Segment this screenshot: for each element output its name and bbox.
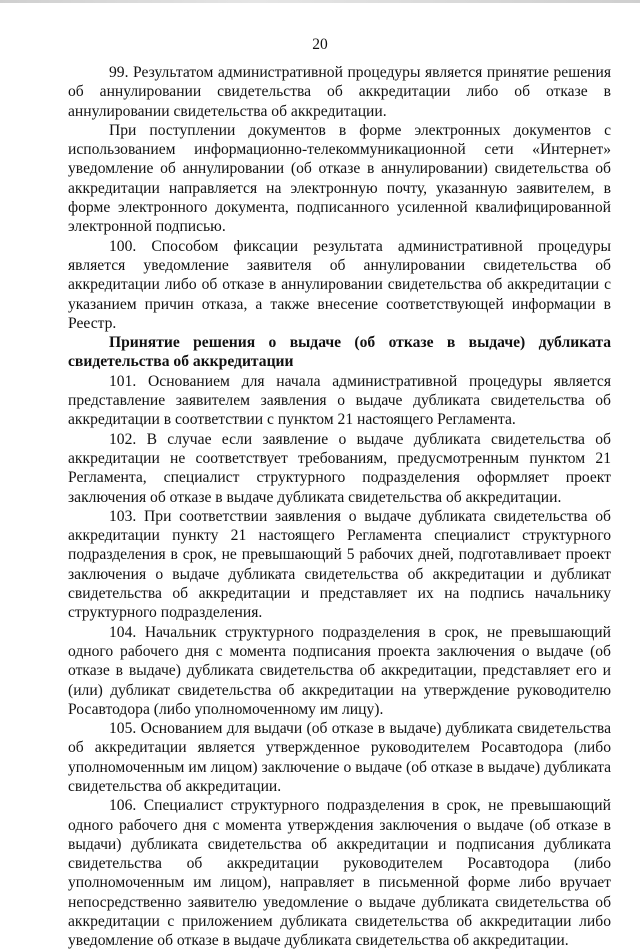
paragraph-105: 105. Основанием для выдачи (об отказе в выдаче) дубликата свидетельства об аккредитации является утвержденное руководителем Росавтодора (либо уполномоченным им лицом) заключение о выдаче (об отказе в выдаче) дубликата свидетельства об аккредитации. — [68, 720, 611, 795]
document-body — [68, 63, 611, 951]
paragraph-106: 106. Специалист структурного подразделения в срок, не превышающий одного рабочего дня с момента утверждения заключения о выдаче (об отказе в выдачи) дубликата свидетельства об аккредитации и подписания дубликата свидетельства об аккредитации руководителем Росавтодора (либо уполномоченным им лицом), направляет в письменной форме либо вручает непосредственно заявителю уведомление о выдаче дубликата свидетельства об аккредитации с приложением дубликата свидетельства об аккредитации либо уведомление об отказе в выдаче дубликата свидетельства об аккредитации. — [68, 797, 611, 950]
paragraph-103: 103. При соответствии заявления о выдаче дубликата свидетельства об аккредитации пункту 21 настоящего Регламента специалист структурного подразделения в срок, не превышающий 5 рабочих дней, подготавливает проект заключения о выдаче дубликата свидетельства об аккредитации и дубликат свидетельства об аккредитации и представляет их на подпись начальнику структурного подразделения. — [68, 507, 611, 622]
section-heading-duplicate: Принятие решения о выдаче (об отказе в выдаче) дубликата свидетельства об аккредитации — [68, 334, 611, 371]
paragraph-101: 101. Основанием для начала административной процедуры является представление заявителем заявления о выдаче дубликата свидетельства об аккредитации в соответствии с пунктом 21 настоящего Регламента. — [68, 372, 611, 429]
paragraph-104: 104. Начальник структурного подразделения в срок, не превышающий одного рабочего дня с момента подписания проекта заключения о выдаче (об отказе в выдаче) дубликата свидетельства об аккредитации, представляет его и (или) дубликат свидетельства об аккредитации на утверждение руководителю Росавтодора (либо уполномоченному им лицу). — [68, 623, 611, 718]
paragraph-100: 100. Способом фиксации результата административной процедуры является уведомление заявителя об аннулировании свидетельства об аккредитации либо об отказе в аннулировании свидетельства об аккредитации с указанием причин отказа, а также внесение соответствующей информации в Реестр. — [68, 237, 611, 332]
paragraph-99: 99. Результатом административной процедуры является принятие решения об аннулировании свидетельства об аккредитации либо об отказе в аннулировании свидетельства об аккредитации. — [68, 64, 611, 120]
paragraph-102: 102. В случае если заявление о выдаче дубликата свидетельства об аккредитации не соответствует требованиям, предусмотренным пунктом 21 Регламента, специалист структурного подразделения оформляет проект заключения об отказе в выдаче дубликата свидетельства об аккредитации. — [68, 430, 611, 506]
paragraph-electronic-submission: При поступлении документов в форме электронных документов с использованием информационно-телекоммуникационной сети «Интернет» уведомление об аннулировании (об отказе в аннулировании) свидетельства об аккредитации направляется на электронную почту, указанную заявителем, в форме электронного документа, подписанного усиленной квалифицированной электронной подписью. — [68, 121, 611, 236]
page-number: 20 — [312, 36, 328, 53]
scan-top-edge — [0, 0, 640, 3]
